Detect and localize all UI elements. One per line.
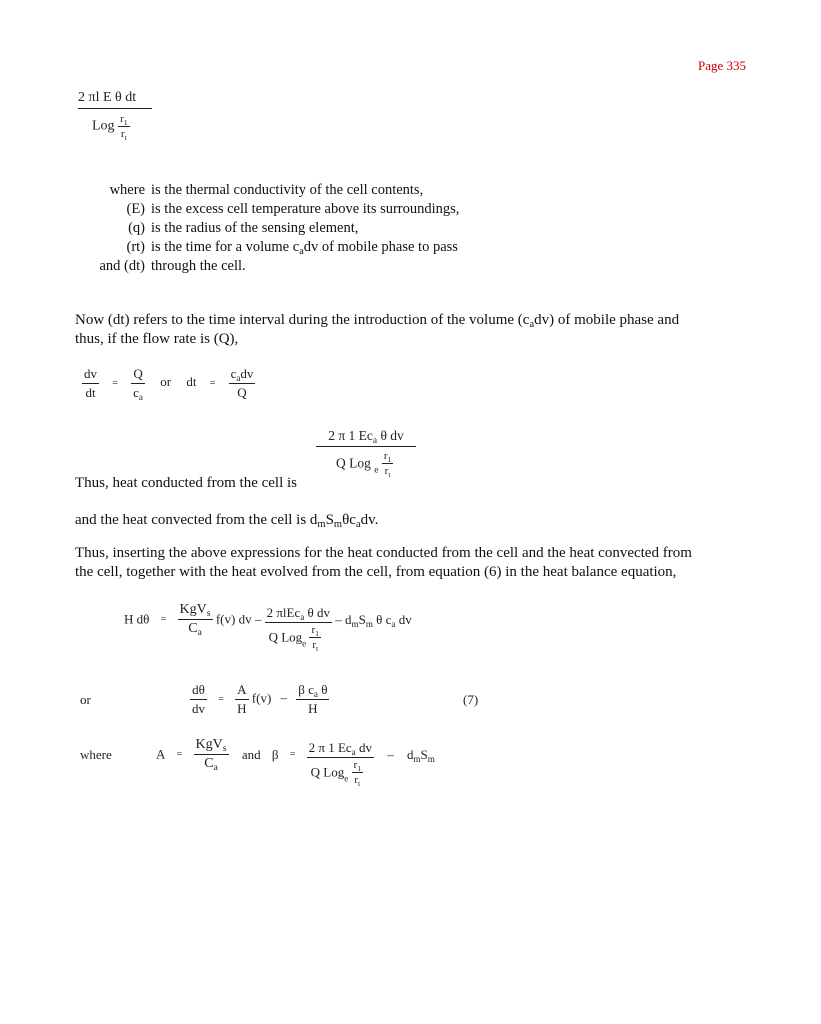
frac-cadv-Q: $\frac{c_adv}{Q}$ [230, 366, 254, 400]
def-symbol-1: (E) [126, 201, 145, 217]
page-number: Page 335 [698, 58, 747, 73]
def-text-0: is the thermal conductivity of the cell contents, [151, 182, 424, 198]
def-text-3: is the time for a volume $c_adv$ of mobile phase to pass [151, 239, 458, 257]
equation-where-label: where [80, 747, 112, 762]
paragraph-flow-rate: Now (dt) refers to the time interval during the introduction of the volume $(c_adv)$ of mobile phase and thus, if the flow rate is (Q), [75, 312, 680, 347]
thus-heat-conducted-line: Thus, heat conducted from the cell is [75, 475, 298, 491]
def-where: where [109, 182, 145, 198]
def-symbol-3: (rt) [126, 239, 145, 255]
frac-Q-ca: $\frac{Q}{c_a}$ [133, 366, 143, 402]
equation-dv-dt: $\frac{dv}{dt}$ = $\frac{Q}{c_a}$ or dt = $\frac{c_adv}{Q}$ [84, 366, 254, 402]
def-symbol-4: and (dt) [99, 258, 145, 274]
frac-dv-dt: $\frac{dv}{dt}$ [84, 366, 97, 400]
equation-where: A = $\frac{KgV_s}{C_a}$ and β = 2 π 1 $Ec_a$ dv Q Log$_e$ $\frac{r_1}{r_t}$ – $d_mS_m$ [156, 737, 435, 788]
def-symbol-2: (q) [128, 220, 145, 236]
equation-7-or: or [80, 692, 91, 707]
definitions-block [90, 182, 540, 282]
equation-H-dtheta: H dθ = $\frac{KgV_s}{C_a}$ f(v) dv – 2 πlEc$_a$ θ dv Q Log$_e$ $\frac{r_1}{r_t}$ – $d_mS_m$ θ $c_a$ dv [124, 602, 412, 653]
equation-7-label: (7) [463, 692, 479, 707]
top-equation [78, 90, 152, 140]
top-eq-ratio: $\frac{r_1}{r_t}$ [120, 113, 128, 142]
equation-7: $\frac{d\theta}{dv}$ = $\frac{A}{H}$ f(v) – $\frac{\beta c_a \theta}{H}$ [192, 682, 328, 716]
def-text-4: through the cell. [151, 258, 246, 274]
def-text-1: is the excess cell temperature above its surroundings, [151, 201, 460, 217]
heat-convected-line: and the heat convected from the cell is $d_mS_m\theta c_adv$. [75, 512, 379, 530]
equation-heat-conducted: 2 π 1 $Ec_a$ θ dv Q Log $_e$ $\frac{r_1}{r_t}$ [316, 428, 416, 477]
paragraph-heat-balance: Thus, inserting the above expressions for the heat conducted from the cell and the heat convected from the cell, together with the heat evolved from the cell, from equation (6) in the heat balance equation, [75, 545, 692, 580]
top-eq-numerator: 2 πl E θ dt [78, 90, 137, 105]
top-eq-log: Log [92, 118, 115, 134]
def-text-2: is the radius of the sensing element, [151, 220, 359, 236]
